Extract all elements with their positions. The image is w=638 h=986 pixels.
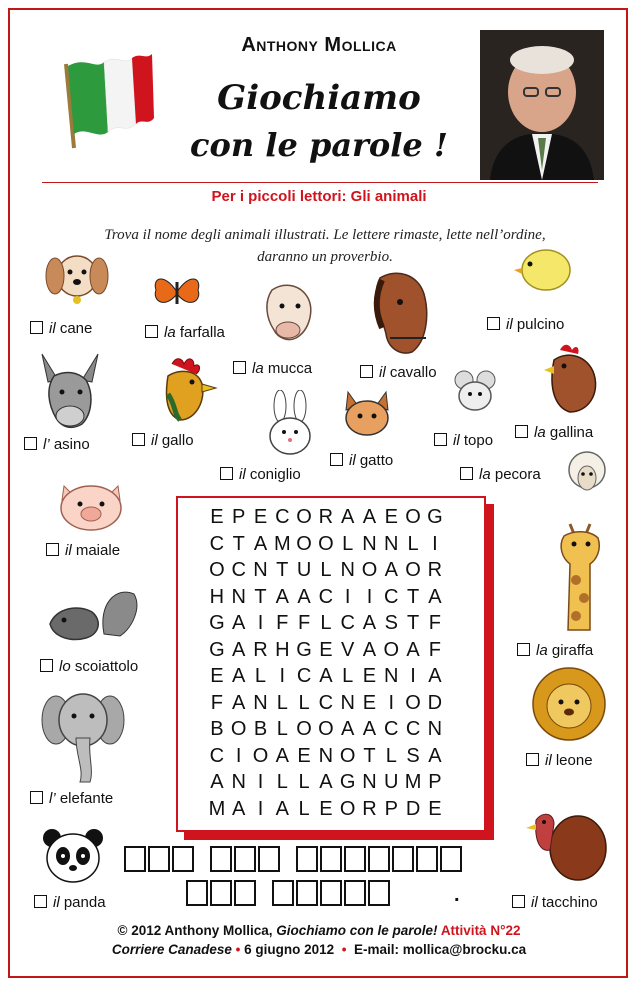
grid-letter[interactable]: U <box>296 559 312 581</box>
grid-letter[interactable]: A <box>406 638 420 661</box>
grid-letter[interactable]: N <box>318 744 334 767</box>
checkbox-icon[interactable] <box>517 643 530 656</box>
label-coniglio: il coniglio <box>220 466 301 483</box>
grid-letter[interactable]: A <box>428 665 442 687</box>
grid-letter[interactable]: B <box>253 718 268 740</box>
grid-letter[interactable]: T <box>232 532 245 555</box>
grid-letter[interactable]: P <box>428 771 442 793</box>
grid-letter[interactable]: E <box>362 665 377 687</box>
label-topo: il topo <box>434 432 493 449</box>
grid-letter[interactable]: C <box>209 744 225 767</box>
grid-letter[interactable]: E <box>253 506 268 528</box>
grid-letter[interactable]: A <box>428 744 442 767</box>
page-title-line2: con le parole ! <box>190 126 448 164</box>
grid-letter[interactable]: F <box>276 612 289 634</box>
grid-letter[interactable]: O <box>209 559 225 581</box>
butterfly-icon <box>150 270 204 314</box>
grid-letter[interactable]: L <box>254 665 267 687</box>
grid-letter[interactable]: M <box>208 797 226 820</box>
grid-letter[interactable]: O <box>318 532 334 555</box>
grid-letter[interactable]: A <box>275 744 289 767</box>
grid-letter[interactable]: E <box>319 638 333 661</box>
grid-letter[interactable]: I <box>432 532 438 555</box>
grid-letter[interactable]: A <box>253 532 268 555</box>
grid-row <box>206 639 446 662</box>
grid-letter[interactable]: T <box>276 559 289 581</box>
grid-letter[interactable]: C <box>340 612 355 634</box>
grid-letter[interactable]: C <box>384 585 399 608</box>
label-cane: il cane <box>30 320 92 337</box>
grid-letter[interactable]: A <box>275 797 289 820</box>
grid-letter[interactable]: I <box>366 585 373 608</box>
grid-letter[interactable]: A <box>362 638 377 661</box>
checkbox-icon[interactable] <box>512 895 525 908</box>
grid-letter[interactable]: A <box>232 665 246 687</box>
grid-letter[interactable]: O <box>339 797 356 820</box>
grid-letter[interactable]: O <box>318 718 334 740</box>
grid-letter[interactable]: N <box>231 585 246 608</box>
grid-letter[interactable]: A <box>232 797 246 820</box>
horse-icon <box>360 268 440 356</box>
footer-line2: Corriere Canadese • 6 giugno 2012 • E-mail: mollica@brocku.ca <box>111 942 527 957</box>
grid-letter[interactable]: C <box>405 718 421 740</box>
chick-icon <box>512 240 578 296</box>
grid-letter[interactable]: O <box>361 559 378 581</box>
footer-line1: © 2012 Anthony Mollica, Giochiamo con le parole! Attività N°22 <box>117 923 521 938</box>
checkbox-icon[interactable] <box>220 467 233 480</box>
grid-letter[interactable]: E <box>362 691 377 714</box>
grid-letter[interactable]: O <box>296 506 312 528</box>
grid-row <box>206 612 446 635</box>
donkey-icon <box>32 348 108 430</box>
grid-letter[interactable]: R <box>318 506 334 528</box>
grid-letter[interactable]: E <box>210 506 224 528</box>
panda-icon <box>40 826 106 886</box>
grid-letter[interactable]: O <box>405 691 421 714</box>
grid-letter[interactable]: L <box>298 691 310 714</box>
label-asino: l’ asino <box>24 436 90 453</box>
checkbox-icon[interactable] <box>434 433 447 446</box>
grid-letter[interactable]: L <box>407 532 419 555</box>
grid-letter[interactable]: A <box>210 771 224 793</box>
label-gallo: il gallo <box>132 432 194 449</box>
label-mucca: la mucca <box>233 360 312 377</box>
rooster-icon <box>150 354 220 424</box>
grid-letter[interactable]: L <box>385 744 397 767</box>
sheep-icon <box>560 448 614 498</box>
turkey-icon <box>520 800 610 884</box>
grid-letter[interactable]: N <box>231 771 246 793</box>
grid-letter[interactable]: I <box>257 771 264 793</box>
grid-letter[interactable]: N <box>362 532 377 555</box>
cat-icon <box>340 388 394 438</box>
grid-letter[interactable]: I <box>388 691 395 714</box>
grid-letter[interactable]: C <box>318 691 334 714</box>
grid-letter[interactable]: R <box>427 559 443 581</box>
grid-letter[interactable]: O <box>383 638 400 661</box>
label-pecora: la pecora <box>460 466 541 483</box>
grid-letter[interactable]: G <box>339 771 356 793</box>
dog-icon <box>40 246 114 310</box>
grid-letter[interactable]: A <box>297 585 311 608</box>
proverb-period: . <box>454 884 460 906</box>
grid-letter[interactable]: O <box>252 744 269 767</box>
grid-letter[interactable]: O <box>339 744 356 767</box>
grid-letter[interactable]: A <box>341 718 355 740</box>
grid-letter[interactable]: G <box>209 638 225 661</box>
label-giraffa: la giraffa <box>517 642 593 659</box>
grid-letter[interactable]: L <box>342 532 354 555</box>
grid-letter[interactable]: A <box>232 612 246 634</box>
instructions: Trova il nome degli animali illustrati. Le lettere rimaste, lette nell’ordine, daranno un proverbio. <box>104 227 546 265</box>
grid-letter[interactable]: L <box>320 612 332 634</box>
grid-letter[interactable]: B <box>210 718 224 740</box>
proverb-blanks-line1[interactable] <box>124 846 464 872</box>
grid-letter[interactable]: E <box>319 797 333 820</box>
divider <box>42 182 598 183</box>
grid-letter[interactable]: O <box>405 506 421 528</box>
squirrel-icon <box>42 584 142 646</box>
grid-letter[interactable]: N <box>384 665 399 687</box>
checkbox-icon[interactable] <box>487 317 500 330</box>
pig-icon <box>52 478 130 534</box>
label-leone: il leone <box>526 752 593 769</box>
grid-letter[interactable]: A <box>384 559 398 581</box>
grid-letter[interactable]: R <box>362 797 377 820</box>
hen-icon <box>542 340 604 414</box>
checkbox-icon[interactable] <box>515 425 528 438</box>
checkbox-icon[interactable] <box>360 365 373 378</box>
grid-letter[interactable]: V <box>341 638 355 661</box>
grid-letter[interactable]: O <box>405 559 421 581</box>
grid-letter[interactable]: S <box>406 744 420 767</box>
grid-letter[interactable]: M <box>404 771 422 793</box>
checkbox-icon[interactable] <box>526 753 539 766</box>
grid-letter[interactable]: C <box>296 665 312 687</box>
grid-letter[interactable]: D <box>427 691 443 714</box>
grid-letter[interactable]: N <box>427 718 443 740</box>
checkbox-icon[interactable] <box>46 543 59 556</box>
grid-letter[interactable]: C <box>384 718 399 740</box>
grid-letter[interactable]: A <box>428 585 442 608</box>
grid-letter[interactable]: E <box>428 797 442 820</box>
label-cavallo: il cavallo <box>360 364 437 381</box>
grid-letter[interactable]: I <box>344 585 351 608</box>
grid-row <box>206 665 446 688</box>
grid-letter[interactable]: T <box>363 744 376 767</box>
checkbox-icon[interactable] <box>330 453 343 466</box>
grid-letter[interactable]: O <box>296 718 312 740</box>
grid-letter[interactable]: G <box>209 612 225 634</box>
grid-letter[interactable]: P <box>384 797 398 820</box>
grid-letter[interactable]: N <box>253 559 268 581</box>
grid-letter[interactable]: L <box>298 771 310 793</box>
grid-letter[interactable]: C <box>209 532 225 555</box>
label-panda: il panda <box>34 894 106 911</box>
author-name: Anthony Mollica <box>241 34 397 56</box>
lion-icon <box>530 664 608 744</box>
checkbox-icon[interactable] <box>233 361 246 374</box>
grid-letter[interactable]: A <box>362 718 377 740</box>
grid-row <box>206 798 446 821</box>
grid-letter[interactable]: A <box>362 612 377 634</box>
grid-letter[interactable]: G <box>296 638 312 661</box>
grid-letter[interactable]: L <box>342 665 354 687</box>
grid-letter[interactable]: C <box>318 585 334 608</box>
grid-letter[interactable]: A <box>362 506 377 528</box>
grid-row <box>206 771 446 794</box>
grid-letter[interactable]: N <box>340 559 355 581</box>
grid-row <box>206 745 446 768</box>
grid-row <box>206 533 446 556</box>
proverb-blanks-line2[interactable] <box>186 880 392 906</box>
grid-letter[interactable]: F <box>428 612 441 634</box>
grid-letter[interactable]: I <box>235 744 242 767</box>
grid-letter[interactable]: E <box>384 506 398 528</box>
checkbox-icon[interactable] <box>145 325 158 338</box>
grid-letter[interactable]: O <box>296 532 312 555</box>
label-pulcino: il pulcino <box>487 316 564 333</box>
checkbox-icon[interactable] <box>30 791 43 804</box>
grid-letter[interactable]: L <box>276 691 288 714</box>
label-elefante: l’ elefante <box>30 790 113 807</box>
grid-letter[interactable]: C <box>231 559 246 581</box>
grid-letter[interactable]: T <box>254 585 267 608</box>
grid-letter[interactable]: I <box>257 797 264 820</box>
grid-letter[interactable]: F <box>297 612 311 634</box>
word-search-grid <box>176 496 486 832</box>
grid-letter[interactable]: L <box>298 797 310 820</box>
grid-letter[interactable]: N <box>340 691 355 714</box>
grid-letter[interactable]: U <box>384 771 399 793</box>
mouse-icon <box>448 368 504 414</box>
grid-letter[interactable]: A <box>319 665 333 687</box>
grid-letter[interactable]: I <box>279 665 286 687</box>
label-gallina: la gallina <box>515 424 593 441</box>
grid-letter[interactable]: D <box>405 797 421 820</box>
grid-letter[interactable]: N <box>253 691 268 714</box>
checkbox-icon[interactable] <box>132 433 145 446</box>
grid-letter[interactable]: N <box>362 771 377 793</box>
grid-letter[interactable]: E <box>297 744 311 767</box>
label-maiale: il maiale <box>46 542 120 559</box>
giraffe-icon <box>546 520 616 632</box>
grid-letter[interactable]: F <box>210 691 223 714</box>
grid-letter[interactable]: I <box>410 665 416 687</box>
grid-letter[interactable]: N <box>384 532 399 555</box>
grid-letter[interactable]: A <box>232 638 246 661</box>
grid-letter[interactable]: A <box>275 585 289 608</box>
label-gatto: il gatto <box>330 452 393 469</box>
grid-letter[interactable]: S <box>384 612 398 634</box>
grid-letter[interactable]: L <box>276 771 288 793</box>
grid-row <box>206 718 446 741</box>
grid-row <box>206 559 446 582</box>
grid-letter[interactable]: E <box>210 665 224 687</box>
grid-letter[interactable]: C <box>275 506 290 528</box>
label-tacchino: il tacchino <box>512 894 598 911</box>
grid-letter[interactable]: R <box>253 638 268 661</box>
grid-letter[interactable]: P <box>232 506 246 528</box>
grid-row <box>206 586 446 609</box>
grid-letter[interactable]: A <box>319 771 333 793</box>
grid-row <box>206 692 446 715</box>
grid-letter[interactable]: F <box>428 638 441 661</box>
page-title-line1: Giochiamo <box>217 78 421 118</box>
grid-letter[interactable]: A <box>341 506 355 528</box>
label-farfalla: la farfalla <box>145 324 225 341</box>
grid-letter[interactable]: H <box>209 585 225 608</box>
grid-letter[interactable]: T <box>406 612 420 634</box>
grid-letter[interactable]: H <box>275 638 290 661</box>
grid-letter[interactable]: G <box>427 506 443 528</box>
grid-letter[interactable]: A <box>232 691 246 714</box>
grid-letter[interactable]: T <box>406 585 420 608</box>
grid-letter[interactable]: L <box>320 559 332 581</box>
elephant-icon <box>40 686 126 786</box>
grid-letter[interactable]: I <box>257 612 264 634</box>
grid-row <box>206 506 446 529</box>
grid-letter[interactable]: M <box>273 532 291 555</box>
checkbox-icon[interactable] <box>34 895 47 908</box>
checkbox-icon[interactable] <box>30 321 43 334</box>
grid-letter[interactable]: O <box>230 718 247 740</box>
label-scoiattolo: lo scoiattolo <box>40 658 138 675</box>
checkbox-icon[interactable] <box>24 437 37 450</box>
checkbox-icon[interactable] <box>40 659 53 672</box>
subtitle: Per i piccoli lettori: Gli animali <box>211 188 427 205</box>
grid-letter[interactable]: L <box>276 718 288 740</box>
cow-icon <box>254 276 324 346</box>
rabbit-icon <box>262 390 318 460</box>
checkbox-icon[interactable] <box>460 467 473 480</box>
